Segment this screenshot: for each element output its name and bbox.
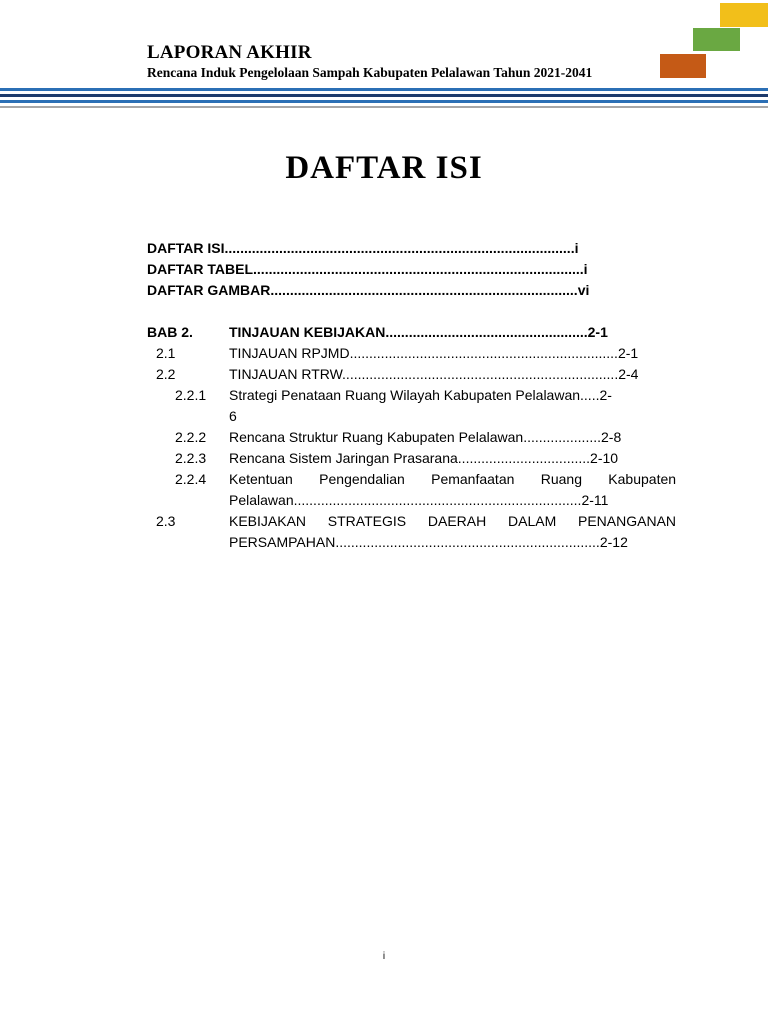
toc-word: STRATEGIS — [327, 513, 407, 529]
toc-word: Ruang — [540, 471, 582, 487]
toc-leader-dots: ..... — [580, 387, 600, 403]
toc-leader-dots: ....................................................................... — [342, 366, 619, 382]
toc-leader-dots: .................... — [523, 429, 601, 445]
toc-entry-label: Strategi Penataan Ruang Wilayah Kabupaten Pelalawan — [229, 387, 581, 403]
toc-leader-dots: ............................................................................... — [270, 282, 578, 298]
toc-entry-label: TINJAUAN RPJMD — [229, 345, 350, 361]
logo-yellow-block — [720, 3, 768, 27]
toc-subsection-number: 2.2.3 — [175, 450, 207, 466]
toc-leader-dots: .................................. — [457, 450, 591, 466]
toc-leader-dots: .......................................................................................... — [224, 240, 575, 256]
toc-leader-dots: .................................................................... — [335, 534, 600, 550]
toc-entry-label: Rencana Sistem Jaringan Prasarana — [229, 450, 458, 466]
toc-subsection-number: 2.2.4 — [175, 471, 207, 487]
toc-entry-2-2-4-line2[interactable] — [229, 490, 689, 511]
header-rule-blue-top — [0, 88, 768, 91]
toc-entry-2-1[interactable] — [229, 343, 689, 364]
toc-word: Pengendalian — [319, 471, 405, 487]
report-header-title: LAPORAN AKHIR — [147, 42, 312, 63]
toc-entry-page: 2- — [599, 387, 612, 403]
toc-section-number: 2.3 — [156, 513, 176, 529]
toc-word: DAERAH — [427, 513, 487, 529]
toc-leader-dots: ..................................................................................... — [253, 261, 584, 277]
toc-entry-2-3-line2[interactable] — [229, 532, 689, 553]
toc-entry-page: 2-1 — [617, 345, 639, 361]
toc-subsection-number: 2.2.1 — [175, 387, 207, 403]
header-rule-gray — [0, 106, 768, 108]
toc-entry-2-2-2[interactable] — [229, 427, 689, 448]
toc-entry-2-2-3[interactable] — [229, 448, 689, 469]
logo-green-block — [693, 28, 740, 51]
toc-word: Ketentuan — [229, 471, 293, 487]
logo-orange-block — [660, 54, 706, 78]
toc-entry-label: TINJAUAN KEBIJAKAN — [229, 324, 386, 340]
toc-word: Pemanfaatan — [431, 471, 515, 487]
toc-entry-page: 2-10 — [590, 450, 619, 466]
page-number: i — [382, 951, 386, 962]
toc-entry-page: 2-8 — [601, 429, 622, 445]
toc-subsection-number: 2.2.2 — [175, 429, 207, 445]
toc-entry-page: 2-12 — [599, 534, 628, 550]
toc-word: Kabupaten — [608, 471, 677, 487]
toc-entry-daftar-isi[interactable] — [147, 238, 677, 259]
toc-entry-page: 2-1 — [587, 324, 608, 340]
toc-entry-label: Rencana Struktur Ruang Kabupaten Pelalawan — [229, 429, 524, 445]
toc-entry-page: 2-11 — [581, 492, 609, 508]
toc-word: KEBIJAKAN — [229, 513, 307, 529]
toc-entry-bab-2[interactable] — [229, 322, 689, 343]
toc-entry-page: i — [574, 240, 579, 256]
toc-entry-daftar-gambar[interactable] — [147, 280, 677, 301]
toc-leader-dots: .......................................................................... — [293, 492, 582, 508]
header-rule-navy — [0, 94, 768, 97]
header-rule-blue-bottom — [0, 100, 768, 103]
toc-entry-daftar-tabel[interactable] — [147, 259, 677, 280]
toc-leader-dots: ..................................................................... — [349, 345, 618, 361]
toc-section-number: 2.1 — [156, 345, 176, 361]
toc-entry-page: i — [583, 261, 588, 277]
toc-entry-label: DAFTAR GAMBAR — [147, 282, 271, 298]
toc-entry-page: 2-4 — [618, 366, 639, 382]
toc-entry-label: Pelalawan — [229, 492, 294, 508]
toc-leader-dots: .................................................... — [385, 324, 588, 340]
toc-entry-2-2[interactable] — [229, 364, 689, 385]
toc-word: PENANGANAN — [578, 513, 677, 529]
toc-entry-2-2-1-page-wrap: 6 — [229, 408, 237, 424]
toc-word: DALAM — [508, 513, 557, 529]
toc-section-number: 2.2 — [156, 366, 176, 382]
toc-entry-2-2-1[interactable] — [229, 385, 689, 406]
toc-entry-label: TINJAUAN RTRW — [229, 366, 343, 382]
toc-entry-2-3-line1[interactable] — [229, 511, 676, 532]
toc-chapter-number: BAB 2. — [147, 324, 193, 340]
toc-entry-label: DAFTAR TABEL — [147, 261, 254, 277]
toc-entry-label: PERSAMPAHAN — [229, 534, 336, 550]
toc-entry-2-2-4-line1[interactable] — [229, 469, 676, 490]
page-title: DAFTAR ISI — [285, 150, 483, 186]
report-header-subtitle: Rencana Induk Pengelolaan Sampah Kabupaten Pelalawan Tahun 2021-2041 — [147, 65, 593, 80]
toc-entry-label: DAFTAR ISI — [147, 240, 225, 256]
toc-entry-page: vi — [577, 282, 590, 298]
